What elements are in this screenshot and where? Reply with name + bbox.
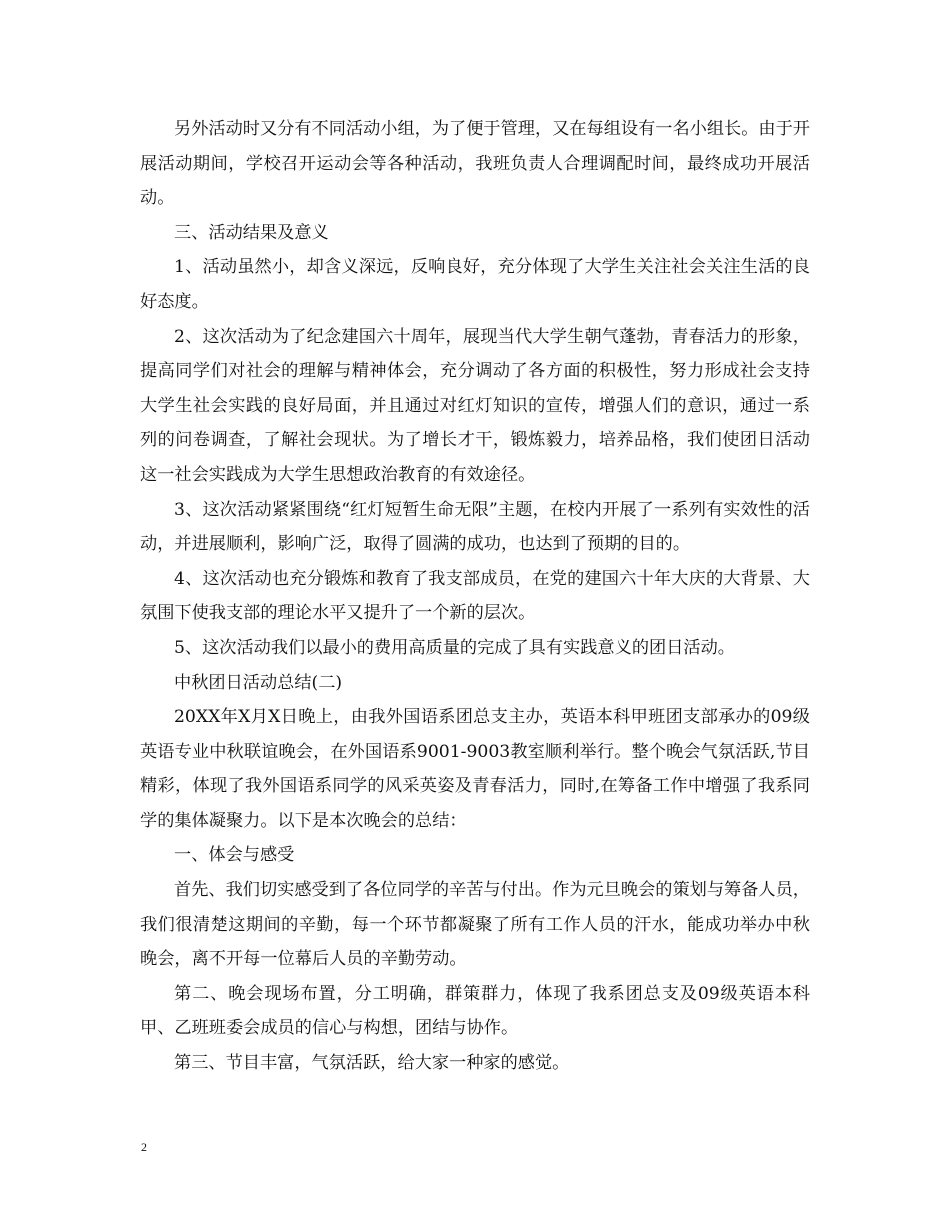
paragraph-point-2: 2、这次活动为了纪念建国六十周年，展现当代大学生朝气蓬勃，青春活力的形象，提高同学们对社会的理解与精神体会，充分调动了各方面的积极性，努力形成社会支持大学生社会实践的良好局面，并且通过对红灯知识的宣传，增强人们的意识，通过一系列的问卷调查，了解社会现状。为了增长才干，锻炼毅力，培养品格，我们使团日活动这一社会实践成为大学生思想政治教育的有效途径。 [140,326,810,485]
document-body [140,112,810,1081]
paragraph-activity-groups: 另外活动时又分有不同活动小组，为了便于管理，又在每组设有一名小组长。由于开展活动期间，学校召开运动会等各种活动，我班负责人合理调配时间，最终成功开展活动。 [140,119,810,209]
heading-results-significance: 三、活动结果及意义 [174,222,329,243]
paragraph-point-5: 5、这次活动我们以最小的费用高质量的完成了具有实践意义的团日活动。 [174,637,735,658]
paragraph-first: 首先、我们切实感受到了各位同学的辛苦与付出。作为元旦晚会的策划与筹备人员，我们很清楚这期间的辛勤，每一个环节都凝聚了所有工作人员的汗水，能成功举办中秋晚会，离不开每一位幕后人员的辛勤劳动。 [140,880,810,970]
heading-experience-feelings: 一、体会与感受 [174,845,295,866]
page-number: 2 [141,1140,147,1154]
paragraph-point-3: 3、这次活动紧紧围绕“红灯短暂生命无限”主题，在校内开展了一系列有实效性的活动，并进展顺利，影响广泛，取得了圆满的成功，也达到了预期的目的。 [140,499,810,555]
paragraph-event-intro: 20XX年X月X日晚上，由我外国语系团总支主办，英语本科甲班团支部承办的09级英语专业中秋联谊晚会，在外国语系9001-9003教室顺利举行。整个晚会气氛活跃,节目精彩，体现了我外国语系同学的风采英姿及青春活力，同时,在筹备工作中增强了我系同学的集体凝聚力。以下是本次晚会的总结： [140,707,810,831]
paragraph-third: 第三、节目丰富，气氛活跃，给大家一种家的感觉。 [174,1053,570,1074]
paragraph-point-1: 1、活动虽然小，却含义深远，反响良好，充分体现了大学生关注社会关注生活的良好态度。 [140,257,810,312]
paragraph-point-4: 4、这次活动也充分锻炼和教育了我支部成员，在党的建国六十年大庆的大背景、大氛围下使我支部的理论水平又提升了一个新的层次。 [140,568,810,624]
paragraph-second: 第二、晚会现场布置，分工明确，群策群力，体现了我系团总支及09级英语本科甲、乙班班委会成员的信心与构想，团结与协作。 [140,983,810,1039]
section-title-summary-2: 中秋团日活动总结(二) [174,672,343,693]
